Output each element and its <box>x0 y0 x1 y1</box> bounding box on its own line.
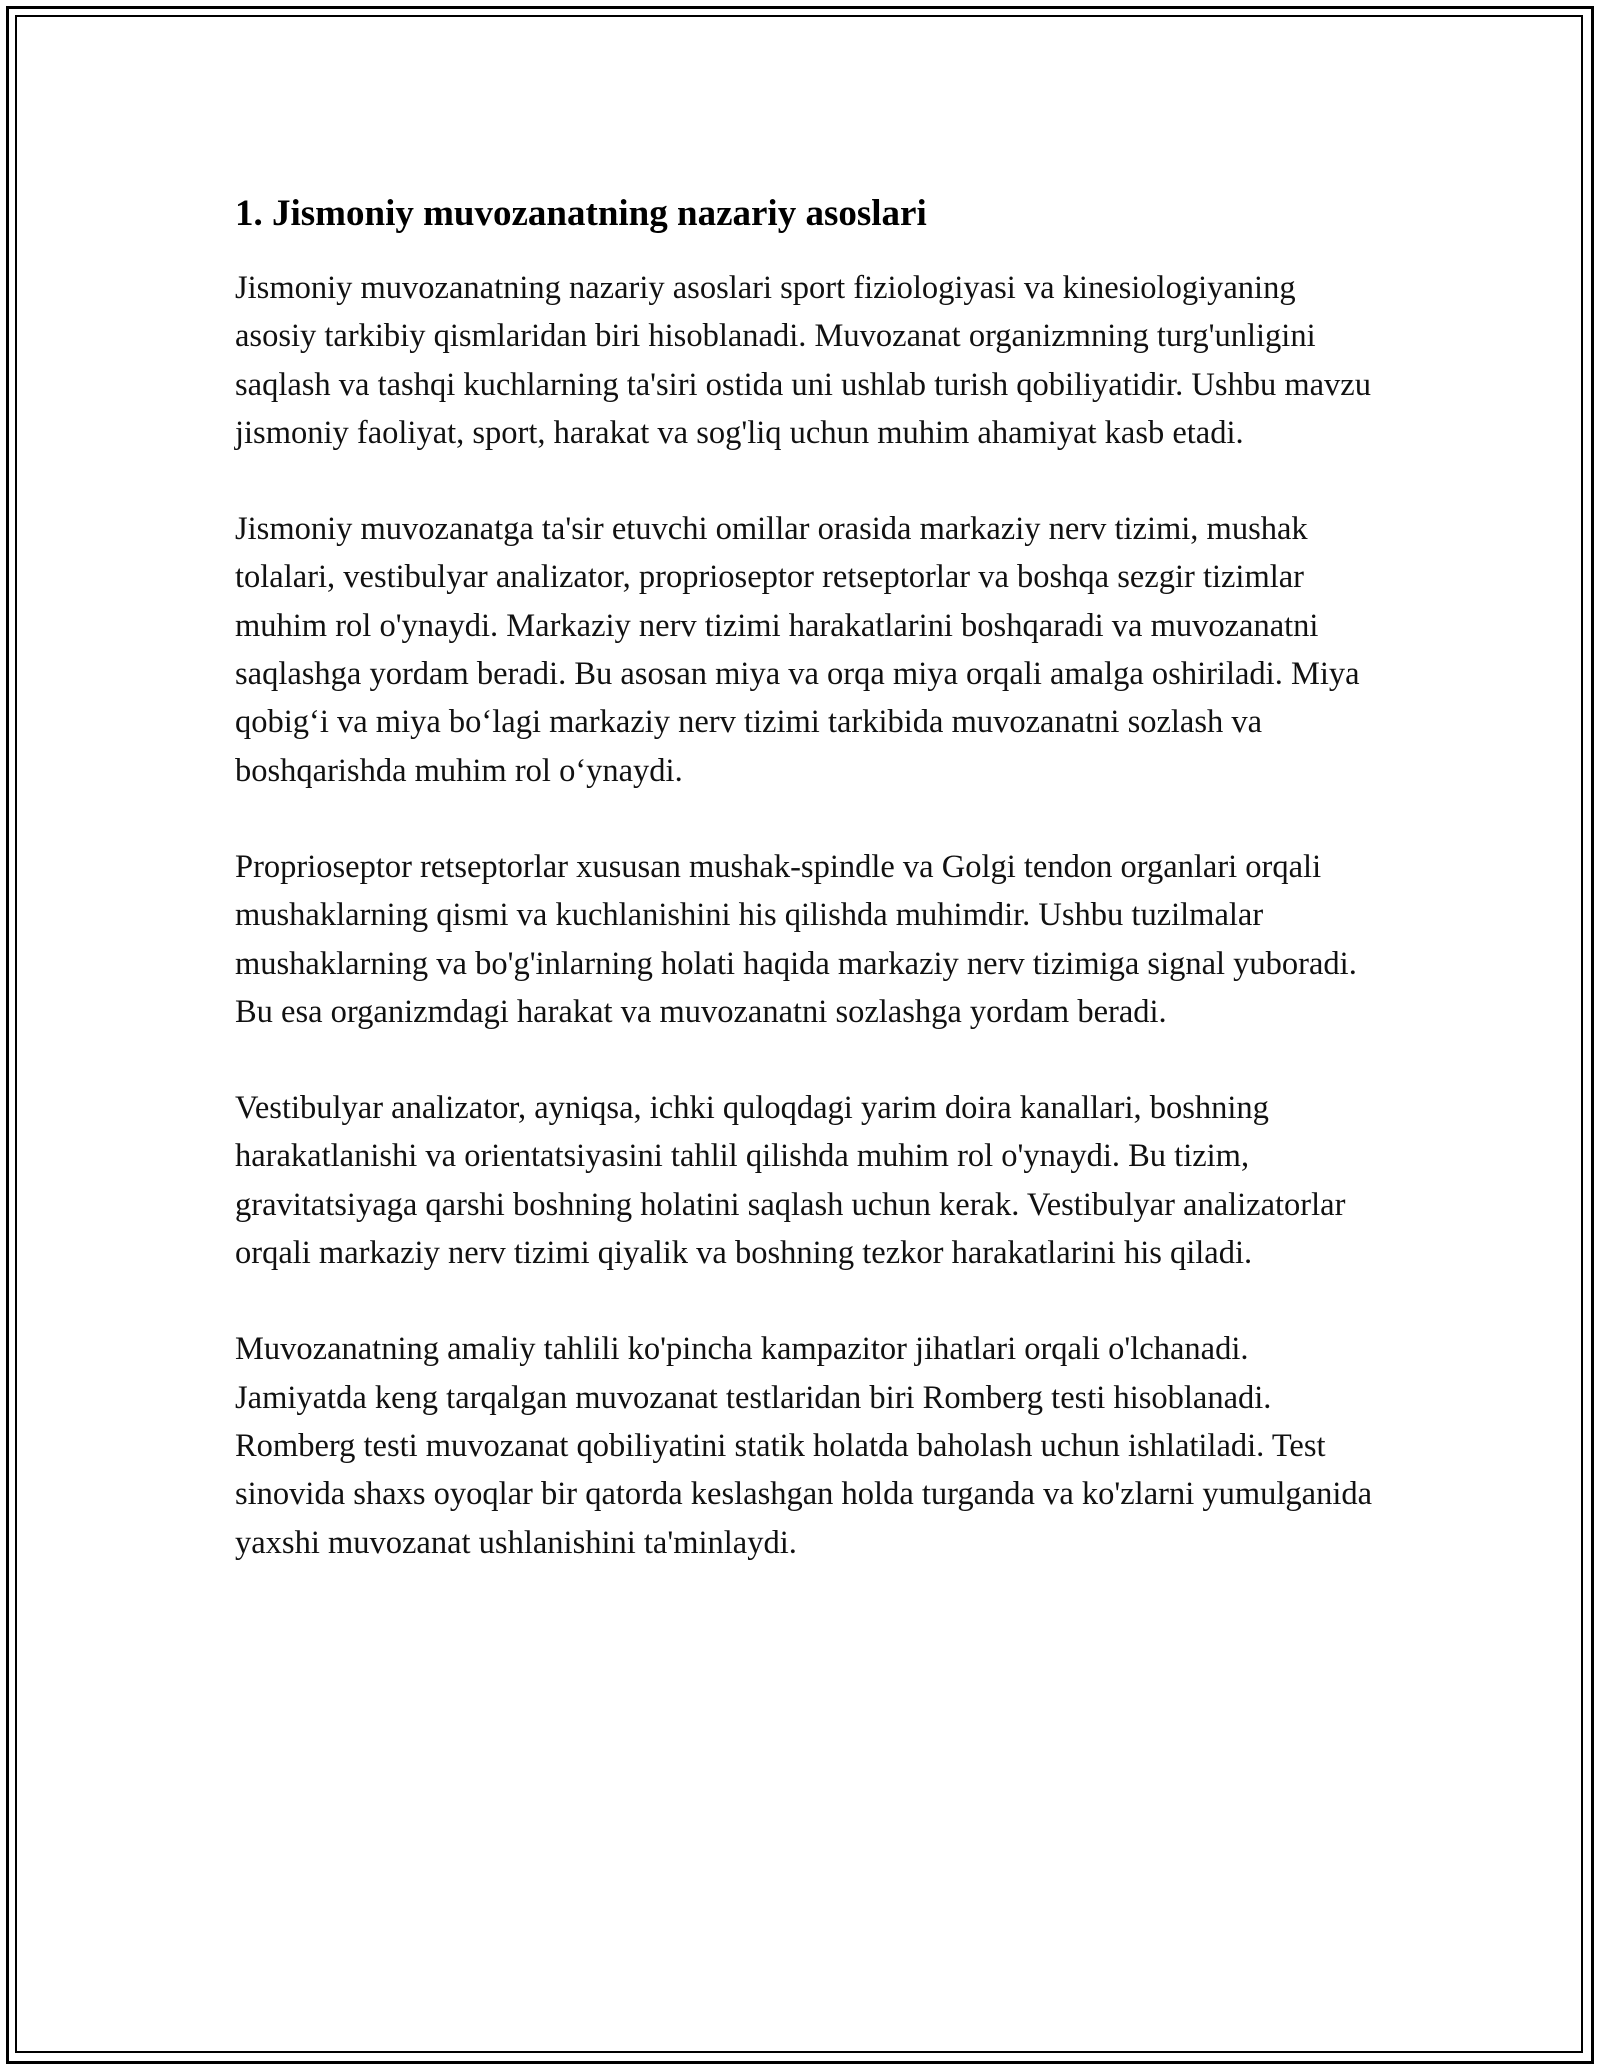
paragraph-romberg-test: Muvozanatning amaliy tahlili ko'pincha kampazitor jihatlari orqali o'lchanadi. Jamiyatda keng tarqalgan muvozanat testlaridan biri Romberg testi hisoblanadi. Romberg testi muvozanat qobiliyatini statik holatda baholash uchun ishlatiladi. Test sinovida shaxs oyoqlar bir qatorda keslashgan holda turganda va ko'zlarni yumulganida yaxshi muvozanat ushlanishini ta'minlaydi. <box>235 1331 1373 1561</box>
paragraph-proprioceptors: Proprioseptor retseptorlar xususan mushak-spindle va Golgi tendon organlari orqali mushaklarning qismi va kuchlanishini his qilishda muhimdir. Ushbu tuzilmalar mushaklarning va bo'g'inlarning holati haqida markaziy nerv tizimiga signal yuboradi. Bu esa organizmdagi harakat va muvozanatni sozlashga yordam beradi. <box>235 848 1357 1030</box>
paragraph-vestibular: Vestibulyar analizator, ayniqsa, ichki quloqdagi yarim doira kanallari, boshning harakatlanishi va orientatsiyasini tahlil qilishda muhim rol o'ynaydi. Bu tizim, gravitatsiyaga qarshi boshning holatini saqlash uchun kerak. Vestibulyar analizatorlar orqali markaziy nerv tizimi qiyalik va boshning tezkor harakatlarini his qiladi. <box>235 1090 1346 1272</box>
paragraph-intro: Jismoniy muvozanatning nazariy asoslari sport fiziologiyasi va kinesiologiyaning asosiy tarkibiy qismlaridan biri hisoblanadi. Muvozanat organizmning turg'unligini saqlash va tashqi kuchlarning ta'siri ostida uni ushlab turish qobiliyatidir. Ushbu mavzu jismoniy faoliyat, sport, harakat va sog'liq uchun muhim ahamiyat kasb etadi. <box>235 270 1371 451</box>
paragraph-nervous-system: Jismoniy muvozanatga ta'sir etuvchi omillar orasida markaziy nerv tizimi, mushak tolalari, vestibulyar analizator, proprioseptor retseptorlar va boshqa sezgir tizimlar muhim rol o'ynaydi. Markaziy nerv tizimi harakatlarini boshqaradi va muvozanatni saqlashga yordam beradi. Bu asosan miya va orqa miya orqali amalga oshiriladi. Miya qobig‘i va miya bo‘lagi markaziy nerv tizimi tarkibida muvozanatni sozlash va boshqarishda muhim rol o‘ynaydi. <box>235 511 1360 789</box>
document-body <box>235 188 1375 1615</box>
section-heading: 1. Jismoniy muvozanatning nazariy asoslari <box>235 193 927 234</box>
